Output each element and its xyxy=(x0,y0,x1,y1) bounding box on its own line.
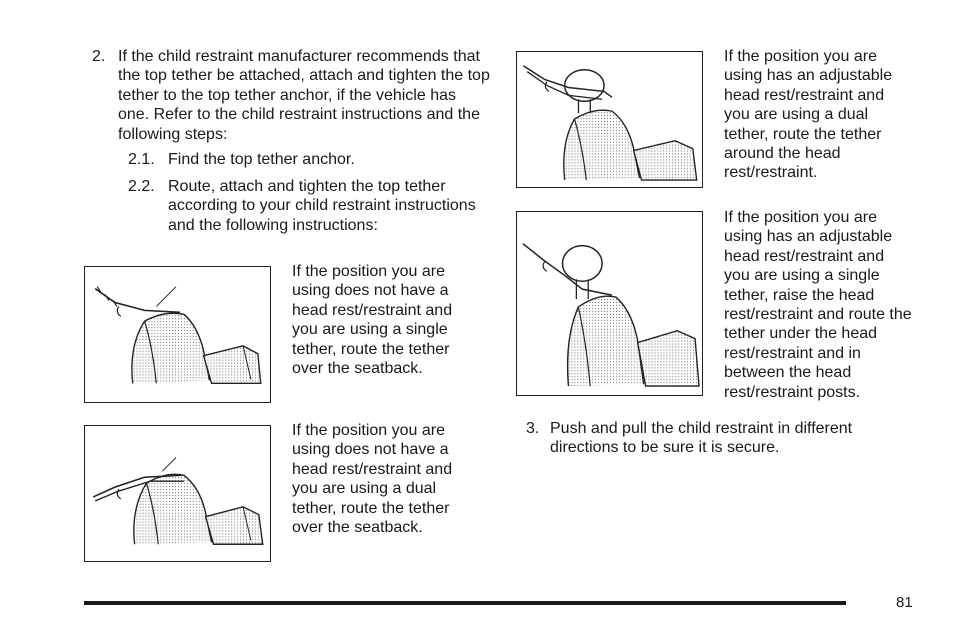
headrest-single-tether-illustration xyxy=(517,212,702,395)
page-number: 81 xyxy=(896,594,913,611)
seat-dual-tether-illustration xyxy=(85,426,270,561)
figure-adjustable-headrest-dual-tether xyxy=(516,51,703,188)
figure-no-headrest-dual-tether xyxy=(84,425,271,562)
step-3-text: Push and pull the child restraint in different directions to be sure it is secure. xyxy=(550,420,853,457)
step-2-number: 2. xyxy=(92,48,106,65)
figure-adjustable-headrest-single-tether xyxy=(516,211,703,396)
caption-adjustable-dual: If the position you are using has an adjustable head rest/restraint and you are using a dual tether, route the tether around the head rest/restraint. xyxy=(724,48,893,182)
step-2-text: If the child restraint manufacturer recommends that the top tether be attached, attach and tighten the top tether to the top tether anchor, if the vehicle has one. Refer to the child restraint instructions and the following steps: xyxy=(118,48,490,143)
step-2-1-number: 2.1. xyxy=(128,151,155,168)
seat-single-tether-illustration xyxy=(85,267,270,402)
headrest-dual-tether-illustration xyxy=(517,52,702,187)
step-2-2-text: Route, attach and tighten the top tether according to your child restraint instructions and the following instructions: xyxy=(168,178,476,234)
caption-no-headrest-dual: If the position you are using does not have a head rest/restraint and you are using a dual tether, route the tether over the seatback. xyxy=(292,422,453,537)
footer-rule xyxy=(84,601,846,605)
step-3-number: 3. xyxy=(526,420,540,437)
figure-no-headrest-single-tether xyxy=(84,266,271,403)
step-2-1-text: Find the top tether anchor. xyxy=(168,151,355,168)
caption-no-headrest-single: If the position you are using does not have a head rest/restraint and you are using a single tether, route the tether over the seatback. xyxy=(292,263,453,378)
step-2-2-number: 2.2. xyxy=(128,178,155,195)
caption-adjustable-single: If the position you are using has an adjustable head rest/restraint and you are using a single tether, raise the head rest/restraint and route the tether under the head rest/restraint and in between the head rest/restraint posts. xyxy=(724,209,912,401)
